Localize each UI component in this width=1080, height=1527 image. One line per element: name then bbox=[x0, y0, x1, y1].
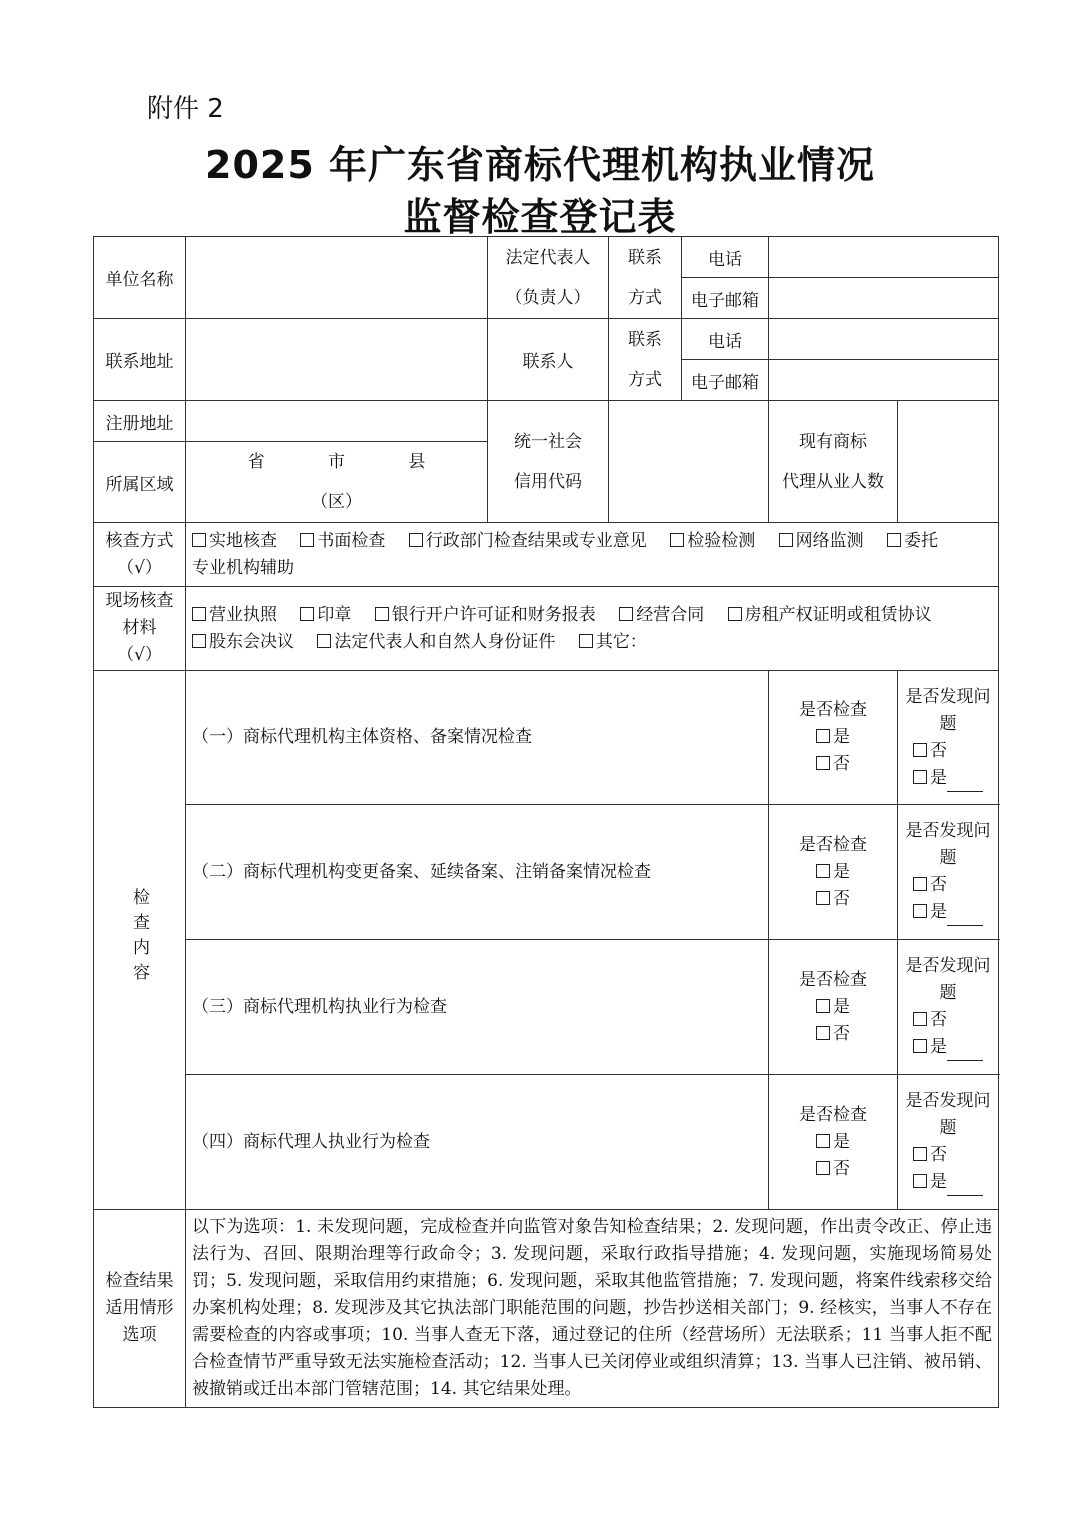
checkbox-icon bbox=[913, 904, 927, 918]
inspection-method-line2: （√） bbox=[117, 557, 162, 578]
unit-name-field[interactable] bbox=[186, 237, 488, 319]
material-id-checkbox[interactable] bbox=[317, 629, 555, 656]
checkbox-icon bbox=[619, 607, 633, 621]
contact-method-label bbox=[609, 237, 682, 319]
problem-yes-checkbox[interactable] bbox=[898, 1169, 998, 1196]
checked-no-checkbox[interactable] bbox=[769, 886, 897, 913]
problem-no-checkbox[interactable] bbox=[898, 1142, 998, 1169]
content-item-2: （二）商标代理机构变更备案、延续备案、注销备案情况检查 bbox=[186, 805, 769, 940]
address-label: 联系地址 bbox=[94, 319, 186, 401]
contact-email-field[interactable] bbox=[769, 360, 999, 401]
checkbox-icon bbox=[816, 891, 830, 905]
material-other-checkbox[interactable] bbox=[579, 629, 647, 656]
problem-cell-2 bbox=[898, 805, 999, 940]
credit-code-line2: 信用代码 bbox=[514, 471, 582, 492]
contact-method-line1: 联系 bbox=[628, 329, 662, 350]
checkbox-icon bbox=[887, 533, 901, 547]
checkbox-label: 委托 bbox=[904, 530, 939, 551]
material-bank-checkbox[interactable] bbox=[375, 602, 596, 629]
material-contract-checkbox[interactable] bbox=[619, 602, 704, 629]
phone-label: 电话 bbox=[682, 319, 769, 360]
checkbox-icon bbox=[192, 533, 206, 547]
reg-address-field[interactable] bbox=[186, 401, 488, 442]
checkbox-icon bbox=[300, 607, 314, 621]
contact-method-line1: 联系 bbox=[628, 247, 662, 268]
checkbox-icon bbox=[913, 877, 927, 891]
staff-count-field[interactable] bbox=[898, 401, 999, 523]
problem-cell-3 bbox=[898, 940, 999, 1075]
method-network-checkbox[interactable] bbox=[779, 528, 864, 555]
reg-address-label: 注册地址 bbox=[94, 401, 186, 442]
materials-options bbox=[186, 587, 999, 671]
checkbox-icon bbox=[913, 770, 927, 784]
form-title-line2: 监督检查登记表 bbox=[403, 195, 677, 239]
province-label: 省 bbox=[247, 452, 265, 472]
credit-code-line1: 统一社会 bbox=[514, 431, 582, 452]
materials-line1: 现场核查 bbox=[105, 591, 174, 611]
contact-person-label: 联系人 bbox=[488, 319, 609, 401]
problem-cell-1 bbox=[898, 671, 999, 805]
material-seal-checkbox[interactable] bbox=[300, 602, 351, 629]
checkbox-label: 否 bbox=[833, 888, 850, 909]
method-written-checkbox[interactable] bbox=[300, 528, 385, 555]
checked-label: 是否检查 bbox=[799, 1104, 867, 1125]
checkbox-icon bbox=[300, 533, 314, 547]
problem-blank-line[interactable] bbox=[947, 1177, 983, 1196]
checkbox-label: 实地核查 bbox=[209, 530, 277, 551]
checkbox-icon bbox=[816, 999, 830, 1013]
results-line1: 检查结果 bbox=[105, 1271, 174, 1291]
address-field[interactable] bbox=[186, 319, 488, 401]
attachment-label: 附件 2 bbox=[147, 94, 224, 124]
method-admin-checkbox[interactable] bbox=[409, 528, 647, 555]
problem-cell-4 bbox=[898, 1075, 999, 1210]
checkbox-label: 书面检查 bbox=[317, 530, 386, 551]
checkbox-label: 营业执照 bbox=[209, 604, 277, 625]
checkbox-label: 是 bbox=[930, 1172, 947, 1192]
content-label-text: 检查内容 bbox=[129, 887, 149, 988]
checked-label: 是否检查 bbox=[799, 969, 867, 990]
checkbox-icon bbox=[913, 1012, 927, 1026]
checkbox-icon bbox=[317, 634, 331, 648]
checkbox-label: 银行开户许可证和财务报表 bbox=[391, 604, 596, 625]
problem-no-checkbox[interactable] bbox=[898, 738, 998, 765]
checkbox-icon bbox=[913, 743, 927, 757]
inspection-method-line1: 核查方式 bbox=[105, 530, 174, 551]
content-item-3: （三）商标代理机构执业行为检查 bbox=[186, 940, 769, 1075]
method-entrust-checkbox[interactable] bbox=[887, 528, 938, 555]
city-label: 市 bbox=[327, 452, 345, 472]
checkbox-label: 是 bbox=[930, 902, 947, 922]
content-label bbox=[94, 671, 186, 1210]
checkbox-icon bbox=[816, 864, 830, 878]
problem-yes-checkbox[interactable] bbox=[898, 765, 998, 792]
checkbox-label: 否 bbox=[930, 740, 947, 761]
material-license-checkbox[interactable] bbox=[192, 602, 277, 629]
problem-blank-line[interactable] bbox=[947, 907, 983, 926]
checked-no-checkbox[interactable] bbox=[769, 751, 897, 778]
materials-line2: 材料 bbox=[122, 618, 157, 638]
inspection-method-label bbox=[94, 523, 186, 587]
problem-label: 是否发现问题 bbox=[905, 956, 991, 1003]
results-options-text: 以下为选项：1. 未发现问题，完成检查并向监管对象告知检查结果；2. 发现问题，作出责令改正、停止违法行为、召回、限期治理等行政命令；3. 发现问题，采取行政指导措施；4. 发现问题，实施现场简易处罚；5. 发现问题，采取信用约束措施；6. 发现问题，采取其他监管措施；7. 发现问题，将案件线索移交给办案机构处理；8. 发现涉及其它执法部门职能范围的问题，抄告抄送相关部门；9. 经核实，当事人不存在需要检查的内容或事项；10. 当事人查无下落，通过登记的住所（经营场所）无法联系；11 当事人拒不配合检查情节严重导致无法实施检查活动；12. 当事人已关闭停业或组织清算；13. 当事人已注销、被吊销、被撤销或迁出本部门管辖范围；14. 其它结果处理。 bbox=[186, 1210, 999, 1408]
problem-yes-checkbox[interactable] bbox=[898, 1034, 998, 1061]
checkbox-icon bbox=[192, 634, 206, 648]
credit-code-label bbox=[488, 401, 609, 523]
inspection-form-table bbox=[93, 236, 999, 1408]
material-lease-checkbox[interactable] bbox=[728, 602, 932, 629]
problem-no-checkbox[interactable] bbox=[898, 872, 998, 899]
checkbox-label: 是 bbox=[930, 1037, 947, 1057]
checked-no-checkbox[interactable] bbox=[769, 1156, 897, 1183]
checkbox-icon bbox=[779, 533, 793, 547]
region-label: 所属区域 bbox=[94, 442, 186, 523]
county-label: 县 bbox=[408, 452, 426, 472]
checkbox-label: 是 bbox=[833, 996, 850, 1017]
checkbox-label: 房租产权证明或租赁协议 bbox=[744, 604, 932, 625]
checkbox-label: 否 bbox=[833, 1023, 850, 1044]
checkbox-label: 否 bbox=[930, 1010, 947, 1030]
checkbox-icon bbox=[579, 634, 593, 648]
checked-cell-3 bbox=[769, 940, 898, 1075]
method-onsite-checkbox[interactable] bbox=[192, 528, 277, 555]
checkbox-label: 其它： bbox=[595, 631, 647, 652]
problem-yes-checkbox[interactable] bbox=[898, 899, 998, 926]
checkbox-icon bbox=[913, 1147, 927, 1161]
legal-rep-label bbox=[488, 237, 609, 319]
problem-label: 是否发现问题 bbox=[905, 1091, 991, 1138]
materials-label bbox=[94, 587, 186, 671]
checkbox-icon bbox=[913, 1039, 927, 1053]
checked-yes-checkbox[interactable] bbox=[769, 994, 897, 1021]
checked-yes-checkbox[interactable] bbox=[769, 724, 897, 751]
results-line2: 适用情形 bbox=[105, 1298, 174, 1318]
method-entrust-continuation: 专业机构辅助 bbox=[192, 557, 294, 578]
checkbox-icon bbox=[816, 1134, 830, 1148]
contact-phone-field[interactable] bbox=[769, 319, 999, 360]
checkbox-icon bbox=[816, 1026, 830, 1040]
form-title-line1: 2025 年广东省商标代理机构执业情况 bbox=[205, 143, 875, 187]
problem-label: 是否发现问题 bbox=[905, 821, 991, 868]
contact-method-line2: 方式 bbox=[628, 287, 662, 308]
checkbox-icon bbox=[409, 533, 423, 547]
checkbox-label: 印章 bbox=[317, 604, 352, 625]
content-item-4: （四）商标代理人执业行为检查 bbox=[186, 1075, 769, 1210]
email-label: 电子邮箱 bbox=[682, 360, 769, 401]
content-item-1: （一）商标代理机构主体资格、备案情况检查 bbox=[186, 671, 769, 805]
checked-label: 是否检查 bbox=[799, 834, 867, 855]
checkbox-icon bbox=[670, 533, 684, 547]
results-line3: 选项 bbox=[122, 1325, 157, 1345]
method-testing-checkbox[interactable] bbox=[670, 528, 755, 555]
region-field[interactable] bbox=[186, 442, 488, 523]
checkbox-label: 行政部门检查结果或专业意见 bbox=[425, 530, 647, 551]
problem-label: 是否发现问题 bbox=[905, 686, 991, 734]
checkbox-icon bbox=[728, 607, 742, 621]
staff-count-line2: 代理从业人数 bbox=[782, 471, 884, 492]
email-label: 电子邮箱 bbox=[682, 278, 769, 319]
checked-label: 是否检查 bbox=[799, 700, 867, 720]
checked-yes-checkbox[interactable] bbox=[769, 1129, 897, 1156]
problem-blank-line[interactable] bbox=[947, 773, 983, 792]
checked-cell-1 bbox=[769, 671, 898, 805]
checked-no-checkbox[interactable] bbox=[769, 1021, 897, 1048]
checked-yes-checkbox[interactable] bbox=[769, 859, 897, 886]
material-resolution-checkbox[interactable] bbox=[192, 629, 294, 656]
checkbox-icon bbox=[816, 729, 830, 743]
problem-no-checkbox[interactable] bbox=[898, 1007, 998, 1034]
staff-count-line1: 现有商标 bbox=[799, 431, 867, 452]
checkbox-label: 否 bbox=[930, 875, 947, 895]
results-label bbox=[94, 1210, 186, 1408]
checkbox-icon bbox=[816, 1161, 830, 1175]
staff-count-label bbox=[769, 401, 898, 523]
legal-rep-line2: （负责人） bbox=[505, 287, 591, 308]
materials-line3: （√） bbox=[117, 645, 162, 665]
credit-code-field[interactable] bbox=[609, 401, 769, 523]
checked-cell-4 bbox=[769, 1075, 898, 1210]
email-field[interactable] bbox=[769, 278, 999, 319]
checkbox-label: 是 bbox=[930, 767, 947, 788]
unit-name-label: 单位名称 bbox=[94, 237, 186, 319]
legal-rep-line1: 法定代表人 bbox=[505, 247, 591, 268]
checkbox-label: 网络监测 bbox=[795, 530, 864, 551]
checkbox-icon bbox=[816, 756, 830, 770]
phone-field[interactable] bbox=[769, 237, 999, 278]
checkbox-label: 法定代表人和自然人身份证件 bbox=[334, 631, 556, 652]
checkbox-label: 股东会决议 bbox=[209, 631, 294, 652]
checkbox-icon bbox=[192, 607, 206, 621]
checkbox-label: 否 bbox=[930, 1145, 947, 1165]
checked-cell-2 bbox=[769, 805, 898, 940]
problem-blank-line[interactable] bbox=[947, 1042, 983, 1061]
checkbox-label: 是 bbox=[833, 1131, 850, 1152]
district-label: （区） bbox=[311, 492, 362, 512]
inspection-method-options bbox=[186, 523, 999, 587]
checkbox-label: 否 bbox=[833, 754, 850, 774]
checkbox-icon bbox=[375, 607, 389, 621]
phone-label: 电话 bbox=[682, 237, 769, 278]
checkbox-label: 否 bbox=[833, 1158, 850, 1179]
contact-method-line2: 方式 bbox=[628, 369, 662, 390]
checkbox-label: 经营合同 bbox=[636, 604, 705, 625]
checkbox-label: 是 bbox=[833, 727, 850, 747]
checkbox-label: 是 bbox=[833, 861, 850, 882]
checkbox-icon bbox=[913, 1174, 927, 1188]
contact-method-label-2 bbox=[609, 319, 682, 401]
checkbox-label: 检验检测 bbox=[687, 530, 756, 551]
